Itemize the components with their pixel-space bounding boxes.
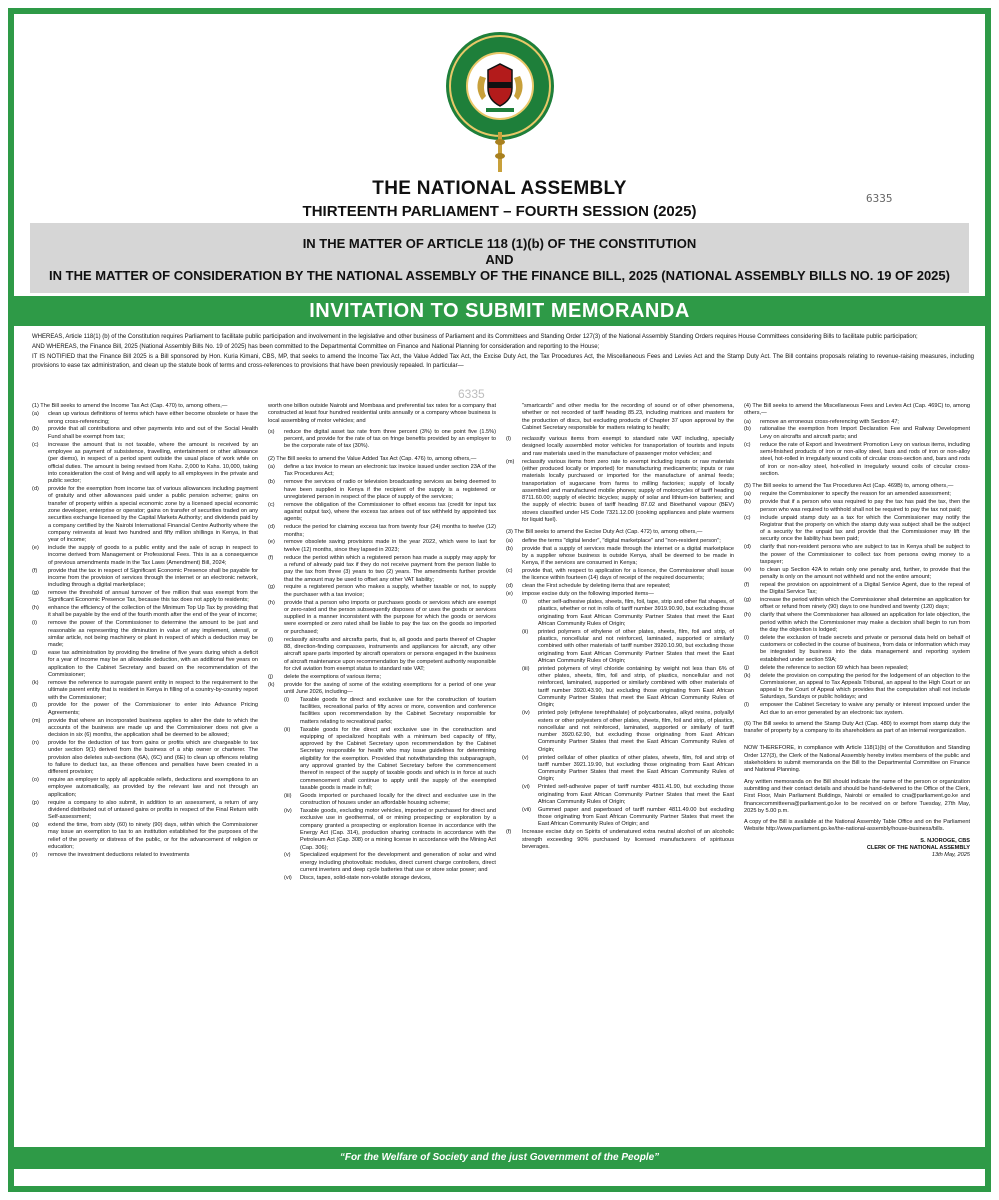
item-text: provide that the tax in respect of Significant Economic Presence shall be payable for income from the provision of services through the internet or an electronic network, including through a digital marketplace; xyxy=(48,567,258,589)
item-text: reclassify various items from exempt to standard rate VAT including, specially designed locally assembled motor vehicles for transportation of tourists and inputs and raw materials used in the manufacture of passenger motor vehicles; and xyxy=(522,436,734,457)
continuation-text: "smartcards" and other media for the recording of sound or of other phenomena, whether or not recorded of tariff heading 85.23, including matrices and masters for the production of discs, but excluding products of Chapter 37 upon approval by the Cabinet Secretary responsible for matters relating to health; xyxy=(522,403,734,431)
item-label: (vi) xyxy=(522,784,530,791)
list-item xyxy=(284,852,496,874)
item-text: remove an erroneous cross-referencing with Section 47; xyxy=(760,418,899,425)
watermark: 6335 xyxy=(458,387,485,401)
list-item xyxy=(744,673,970,702)
item-label: (b) xyxy=(32,426,39,433)
list-item xyxy=(284,793,496,808)
intro-and-whereas: AND WHEREAS, the Finance Bill, 2025 (National Assembly Bills No. 19 of 2025) has been committed to the Departmental Committee on Finance and National Planning for consideration and reporting to the House; xyxy=(32,344,600,351)
list-item xyxy=(32,486,258,544)
item-label: (iv) xyxy=(284,808,292,815)
list-item xyxy=(744,442,970,478)
item-label: (b) xyxy=(268,479,275,486)
item-label: (m) xyxy=(32,717,41,724)
item-text: remove obsolete saving provisions made in the year 2022, which were to last for twelve (12) months, since they lapsed in 2023; xyxy=(284,539,496,553)
mace-icon xyxy=(487,132,513,172)
item-label: (r) xyxy=(32,851,38,858)
item-label: (iv) xyxy=(522,710,530,717)
item-label: (v) xyxy=(522,754,529,761)
item-text: include unpaid stamp duty as a tax for which the Commissioner may notify the Registrar that the property on which the stamp duty was subject shall be the subject of a security for the unpaid tax and provide that the Commissioner may lift the security once the liability has been paid; xyxy=(760,514,970,543)
item-text: delete the exclusion of trade secrets and private or personal data held on behalf of customers or collected in the course of business, from data or information which may be integrated by business into the data management and reporting system established under section 59A; xyxy=(760,634,970,663)
list-item xyxy=(32,800,258,822)
memoranda-instructions: Any written memoranda on the Bill should indicate the name of the person or organization submitting and their contact details and should be hand-delivered to the Office of the Clerk, First Floor, Main Parliament Buildings, Nairobi or emailed to cna@parliament.go.ke and financecommitteena@parliament.go.ke to be received on or before Tuesday, 27th May, 2025 by 5.00 p.m. xyxy=(744,778,970,814)
item-text: to clean up Section 42A to retain only one penalty and, further, to provide that the penalty is only on the amount not withheld and not the entire amount; xyxy=(760,566,970,581)
item-text: require a company to also submit, in addition to an assessment, a return of any dividend distributed out of untaxed gains or profits in respect of the Final Return with Self-assessment; xyxy=(48,799,258,821)
list-item xyxy=(32,605,258,620)
list-item xyxy=(268,479,496,501)
list-item xyxy=(32,590,258,605)
list-item xyxy=(506,583,734,590)
item-text: increase the period within which the Commissioner shall determine an application for offset or refund from ninety (90) days to one hundred and twenty (120) days; xyxy=(760,597,970,611)
item-text: reduce the period for claiming excess tax from twenty four (24) months to twelve (12) months; xyxy=(284,524,496,538)
list-item xyxy=(32,568,258,590)
column-2 xyxy=(268,403,496,1140)
list-item xyxy=(268,600,496,636)
item-label: (k) xyxy=(744,672,751,679)
item-label: (d) xyxy=(744,544,751,551)
item-label: (h) xyxy=(32,605,39,612)
item-label: (s) xyxy=(268,428,275,435)
footer-motto: “For the Welfare of Society and the just Government of the People” xyxy=(14,1147,985,1169)
list-item xyxy=(744,419,970,426)
list-item xyxy=(744,635,970,664)
item-label: (b) xyxy=(744,499,751,506)
now-therefore: NOW THEREFORE, in compliance with Article 118(1)(b) of the Constitution and Standing Order 127(3), the Clerk of the National Assembly hereby invites members of the public and stakeholders to submit memoranda on the Bill to the Departmental Committee on Finance and National Planning. xyxy=(744,745,970,774)
item-text: impose excise duty on the following imported items— xyxy=(522,591,654,598)
item-label: (c) xyxy=(32,441,39,448)
item-label: (g) xyxy=(744,597,751,604)
item-label: (l) xyxy=(32,702,37,709)
item-label: (q) xyxy=(32,822,39,829)
item-text: provide that if a person who was required to pay the tax has paid the tax, then the person who was required to withhold shall not be required to pay the tax not paid; xyxy=(760,499,970,513)
item-text: reclassify aircrafts and aircrafts parts, that is, all goods and parts thereof of Chapter 88, direction-finding compasses, instruments and appliances for aircraft, any other aircraft spare parts imported by aircraft operators or persons engaged in the business of aircraft maintenance upon recommendation by the competent authority responsible for civil aviation from exempt status to standard rate VAT; xyxy=(284,636,496,672)
section-2-heading: (2) The Bill seeks to amend the Value Added Tax Act (Cap. 476) to, among others,— xyxy=(268,455,477,462)
list-item xyxy=(744,597,970,612)
item-text: delete the reference to section 69 which has been repealed; xyxy=(760,664,909,671)
list-item xyxy=(522,666,734,710)
item-text: reclassify various items from zero rate to exempt including inputs or raw materials (either produced locally or imported) for manufacturing medicaments; inputs or raw materials locally purchased or imported for the manufacture of animal feeds; transportation of sugarcane from farms to milling factories; supply of locally assembled and manufactured mobile phones; supply of motorcycles of tariff heading 8711.60.00; supply of electric bicycles; supply of solar and lithium-ion batteries; and the supply of electric buses of tariff heading 87.02 and Bioethanol vapour (BEV) stoves classified under HS Code 7321.12.00 (cooking appliances and plate warmers for liquid fuel). xyxy=(522,458,734,524)
item-text: require an employer to apply all applicable reliefs, deductions and exemptions to an employee automatically, as provided by the relevant law and not through an application; xyxy=(48,777,258,798)
signature-date: 13th May, 2025 xyxy=(931,852,970,859)
item-label: (a) xyxy=(32,411,39,418)
list-item xyxy=(522,629,734,665)
list-item xyxy=(744,665,970,672)
item-label: (k) xyxy=(32,679,39,686)
item-label: (b) xyxy=(506,545,513,552)
item-label: (ii) xyxy=(522,628,529,635)
intro-section xyxy=(32,333,974,372)
list-item xyxy=(32,777,258,799)
list-item xyxy=(744,426,970,441)
list-item xyxy=(32,411,258,426)
list-item xyxy=(744,515,970,544)
item-label: (e) xyxy=(268,539,275,546)
list-item xyxy=(268,502,496,524)
item-text: repeal the provision on appointment of a Digital Service Agent, due to the repeal of the Digital Service Tax; xyxy=(760,581,970,596)
item-text: printed polymers of ethylene of other plates, sheets, film, foil and strip, of plastics, noncellular and not reinforced, laminated, supported or similarly combined with other materials of tariff number 3920.10.90, but excluding those originating from East African Community Partner States that meet the East African Community Rules of Origin; xyxy=(538,628,734,664)
item-label: (i) xyxy=(744,634,749,641)
ref-number: 6335 xyxy=(866,192,893,205)
item-text: provide for the power of the Commissioner to enter into Advance Pricing Agreements; xyxy=(48,702,258,716)
list-item xyxy=(32,442,258,486)
item-label: (e) xyxy=(506,591,513,598)
item-label: (a) xyxy=(506,537,513,544)
bill-copy-info: A copy of the Bill is available at the National Assembly Table Office and on the Parliament Website http://www.parliament.go.ke/the-national-assembly/house-business/bills. xyxy=(744,819,970,833)
list-item xyxy=(522,807,734,829)
item-label: (v) xyxy=(284,852,291,859)
list-item xyxy=(506,829,734,851)
item-text: ease tax administration by providing the timeline of five years during which a deficit for a year of income may be an allowable deduction, with an additional five years on application to the Cabinet Secretary and based on the recommendation of the Commissioner; xyxy=(48,650,258,679)
item-label: (o) xyxy=(32,777,39,784)
item-text: clean up various definitions of terms which have either become obsolete or have the wrong cross-referencing; xyxy=(48,411,258,425)
list-item xyxy=(32,545,258,567)
item-label: (iii) xyxy=(284,792,292,799)
item-label: (a) xyxy=(744,491,751,498)
item-label: (ii) xyxy=(284,726,291,733)
list-item xyxy=(268,674,496,681)
signer-name: S. NJOROGE, CBS xyxy=(920,837,970,844)
item-label: (f) xyxy=(506,829,512,836)
item-text: provide for the exemption from income tax of various allowances including payment of gratuity and other allowances paid under a public pension scheme; gains on transfer of property within a special economic zone by a licensed special economic zone developer, enterprise or operator; gains on transfer of securities traded on any securities exchange licensed by the Capital Markets Authority; and dividends paid by a company certified by the Nairobi International Financial Centre Authority where the company reinvests at least two hundred and fifty million shillings in Kenya, in that year of income; xyxy=(48,486,258,544)
page-subtitle: THIRTEENTH PARLIAMENT – FOURTH SESSION (2025) xyxy=(302,203,697,220)
item-label: (c) xyxy=(744,514,751,521)
section-5-heading: (5) The Bill seeks to amend the Tax Procedures Act (Cap. 469B) to, among others,— xyxy=(744,483,954,490)
item-label: (i) xyxy=(268,636,273,643)
item-label: (e) xyxy=(32,545,39,552)
item-text: remove the threshold of annual turnover of five million that was exempt from the Significant Economic Presence Tax, because this tax does not apply to residents; xyxy=(48,589,258,604)
item-text: printed polymers of vinyl chloride containing by weight not less than 6% of other plates, sheets, film, foil and strip, of plastics, noncellular and not reinforced, laminated, supported or similarly combined with other materials of tariff number 3920.43.90, but excluding those originating from East African Community Partner States that meet the East African Community Rules of Origin; xyxy=(538,665,734,709)
item-label: (j) xyxy=(32,650,37,657)
list-item xyxy=(522,755,734,784)
item-text: require the Commissioner to specify the reason for an amended assessment; xyxy=(760,491,951,498)
item-text: enhance the efficiency of the collection of the Minimum Top Up Tax by providing that it shall be payable by the end of the fourth month after the end of the year of income; xyxy=(48,605,258,619)
list-item xyxy=(268,429,496,451)
item-text: provide that all contributions and other payments into and out of the Social Health Fund shall be exempt from tax; xyxy=(48,426,258,440)
intro-notified: IT IS NOTIFIED that the Finance Bill 2025 is a Bill sponsored by Hon. Kuria Kimani, CBS, MP, that seeks to amend the Income Tax Act, the Value Added Tax Act, the Excise Duty Act, the Tax Procedures Act, the Miscellaneous Fees and Levies Act and the Stamp Duty Act. The Bill contains proposals relating to revenue-raising measures, including provisions to ease tax administration, and clean up the statute book of terms and cross-references to provisions that have been previously repealed. In particular— xyxy=(32,354,974,369)
list-item xyxy=(744,702,970,717)
item-label: (h) xyxy=(268,599,275,606)
list-item xyxy=(744,491,970,498)
list-item xyxy=(268,524,496,539)
list-item xyxy=(522,710,734,754)
matter-line-2: AND xyxy=(485,252,514,267)
item-label: (i) xyxy=(522,598,527,605)
list-item xyxy=(522,599,734,628)
section-3-heading: (3) The Bill seeks to amend the Excise Duty Act (Cap. 472) to, among others,— xyxy=(506,529,703,536)
item-text: Increase excise duty on Spirits of undenatured extra neutral alcohol of an alcoholic strength exceeding 90% purchased by licensed manufacturers of spirituous beverages. xyxy=(522,829,734,850)
item-text: define a tax invoice to mean an electronic tax invoice issued under section 23A of the Tax Procedures Act; xyxy=(284,464,496,478)
list-item xyxy=(284,697,496,726)
item-text: reduce the digital asset tax rate from three percent (3%) to one point five (1.5%) percent, and provide for the rate of tax on fringe benefits provided by an employer to be the corporate rate of tax (30%). xyxy=(284,428,496,450)
item-label: (h) xyxy=(744,612,751,619)
list-item xyxy=(744,612,970,634)
list-item xyxy=(268,539,496,554)
item-text: clarify that where the Commissioner has allowed an application for late objection, the period within which the Commissioner may make a decision shall begin to run from the day the objection is lodged; xyxy=(760,612,970,633)
item-text: provide that a supply of services made through the internet or a digital marketplace by a supplier whose business is outside Kenya, shall be deemed to be made in Kenya, if the services are consumed in Kenya; xyxy=(522,545,734,567)
list-item xyxy=(506,568,734,583)
item-label: (d) xyxy=(506,583,513,590)
list-item xyxy=(32,718,258,740)
item-text: printed cellular of other plastics of other plates, sheets, film, foil and strip of tariff number 3921.19.90, but excluding those originating from East African Community Partner States that meet the East African Community Rules of Origin; xyxy=(538,754,734,783)
list-item xyxy=(506,546,734,568)
item-text: Taxable goods, excluding motor vehicles, imported or purchased for direct and exclusive use in geothermal, oil or mining prospecting or exploration by a company granted a prospecting or exploration license in accordance with the Energy Act (Cap. 314), production sharing contracts in accordance with the Petroleum Act (Cap. 308) or a mining license in accordance with the Mining Act (Cap. 306); xyxy=(300,808,496,851)
item-label: (g) xyxy=(268,584,275,591)
item-label: (c) xyxy=(744,441,751,448)
item-text: require a registered person who makes a supply, whether taxable or not, to supply the purchaser with a tax invoice; xyxy=(284,584,496,598)
item-text: Goods imported or purchased locally for the direct and exclusive use in the construction of houses under an affordable housing scheme; xyxy=(300,792,496,807)
item-label: (p) xyxy=(32,799,39,806)
item-text: Taxable goods for direct and exclusive use for the construction of tourism facilities, recreational parks of fifty acres or more, convention and conference facilities upon recommendation by the Cabinet Secretary responsible for matters relating to recreational parks; xyxy=(300,696,496,725)
list-item xyxy=(268,637,496,673)
list-item xyxy=(284,875,496,882)
item-text: Discs, tapes, solid-state non-volatile storage devices, xyxy=(300,874,432,881)
continuation-text: worth one billion outside Nairobi and Mombasa and preferential tax rates for a company that constructed at least four hundred residential units annually or a company whose business is local assembling of motor vehicles; and xyxy=(268,403,496,424)
column-4 xyxy=(744,403,970,1140)
list-item xyxy=(32,740,258,776)
list-item xyxy=(268,555,496,584)
item-label: (i) xyxy=(32,620,37,627)
list-item xyxy=(32,822,258,851)
item-label: (vii) xyxy=(522,806,532,813)
item-text: remove the investment deductions related to investments xyxy=(48,851,190,858)
item-label: (f) xyxy=(32,567,38,574)
list-item xyxy=(506,436,734,458)
item-text: provide that a person who imports or purchases goods or services which are exempt or zero-rated and the person subsequently disposes of or uses the goods or services supplied in a manner inconsistent with the purpose for which the goods or services were exempted or zero rated shall be liable to pay the tax on the goods so imported or purchased; xyxy=(284,599,496,635)
item-text: rationalise the exemption from Import Declaration Fee and Railway Development Levy on aircrafts and aircraft parts; and xyxy=(760,426,970,440)
list-item xyxy=(268,464,496,479)
column-1 xyxy=(32,403,258,1140)
item-label: (f) xyxy=(268,554,274,561)
item-label: (f) xyxy=(744,581,750,588)
item-text: Specialized equipment for the development and generation of solar and wind energy including photovoltaic modules, direct current charge controllers, direct current inverters and deep cycle batteries that use or store solar power; and xyxy=(300,852,496,874)
item-label: (k) xyxy=(268,681,275,688)
intro-whereas: WHEREAS, Article 118(1) (b) of the Constitution requires Parliament to facilitate public participation and involvement in the legislative and other business of Parliament and its Committees and Standing Order 127(3) of the National Assembly Standing Orders requires House Committees considering Bills to facilitate public participation; xyxy=(32,334,918,340)
list-item xyxy=(506,538,734,545)
item-text: increase the amount that is not taxable, where the amount is received by an employee as payment of subsistence, travelling, entertainment or other allowance (per diems), in respect of a period spent outside the usual place of work while on official duties. The amount is being revised from Kshs. 2,000 to Kshs. 10,000, taking into consideration the cost of living and will apply to all employees in the private and public sector; xyxy=(48,441,258,485)
item-text: printed poly (ethylene terephthalate) of polycarbonates, alkyd resins, polyallyl esters or other polyesters of other plates, sheets, film, foil and strip, of plastics, noncellular and not reinforced, laminated, supported or similarly of tariff number 3920.62.90, but excluding those originating from East African Community Partner States that meet the East African Community Rules of Origin; xyxy=(538,710,734,753)
matter-box xyxy=(30,223,969,293)
list-item xyxy=(506,459,734,525)
item-label: (m) xyxy=(506,458,515,465)
list-item xyxy=(32,852,258,859)
item-text: delete the provision on computing the period for the lodgement of an objection to the Commissioner, an appeal to Tax Appeals Tribunal, an appeal to the High Court or an appeal to the Court of Appeal which provides that the computation shall not include Saturdays, Sundays or public holidays; and xyxy=(760,672,970,701)
parliament-crest-icon xyxy=(444,30,556,142)
item-text: provide for the deduction of tax from gains or profits which are chargeable to tax under section 9(1) derived from the business of a ship owner or charterer. The provision also deletes sub-sections (6A), (6C) and (6E) to clean up offences relating to failure to deduct tax, as these offences and penalties have been created in a different provision; xyxy=(48,740,258,776)
item-text: empower the Cabinet Secretary to waive any penalty or interest imposed under the Act due to an error generated by an electronic tax system. xyxy=(760,702,970,716)
list-item xyxy=(284,727,496,793)
item-label: (l) xyxy=(506,436,511,443)
list-item xyxy=(506,591,734,598)
item-label: (a) xyxy=(268,464,275,471)
list-item xyxy=(284,808,496,852)
list-item xyxy=(268,682,496,697)
list-item xyxy=(744,582,970,597)
item-text: extend the time, from sixty (60) to ninety (90) days, within which the Commissioner may issue an exemption to tax to an institution established for the purposes of the relief of the poverty or distress of the public, or for the advancement of religion or education; xyxy=(48,822,258,851)
item-text: clean the First schedule by deleting items that are repeated; xyxy=(522,583,671,590)
item-text: delete the exemptions of various items; xyxy=(284,673,382,680)
item-text: include the supply of goods to a public entity and the sale of scrap in respect to income derived from Management or Professional Fees. This is as a consequence of previous amendments made in the Tax Laws (Amendment) Bill, 2024; xyxy=(48,545,258,566)
invitation-banner: INVITATION TO SUBMIT MEMORANDA xyxy=(14,296,985,326)
matter-line-3: IN THE MATTER OF CONSIDERATION BY THE NATIONAL ASSEMBLY OF THE FINANCE BILL, 2025 (NATIONAL ASSEMBLY BILLS NO. 19 OF 2025) xyxy=(49,268,950,283)
section-4-heading: (4) The Bill seeks to amend the Miscellaneous Fees and Levies Act (Cap. 469C) to, among others,— xyxy=(744,403,970,417)
item-label: (g) xyxy=(32,589,39,596)
item-label: (c) xyxy=(506,568,513,575)
item-label: (e) xyxy=(744,566,751,573)
list-item xyxy=(32,426,258,441)
item-text: Printed self-adhesive paper of tariff number 4811.41.90, but excluding those originating from East African Community Partner States that meet the East African Community Rules of Origin; xyxy=(538,784,734,805)
list-item xyxy=(522,784,734,806)
item-label: (n) xyxy=(32,740,39,747)
item-text: clarify that non-resident persons who are subject to tax in Kenya shall be subject to the power of the Commissioner to collect tax from persons owing money to a taxpayer; xyxy=(760,544,970,565)
section-1-heading: (1) The Bill seeks to amend the Income Tax Act (Cap. 470) to, among others,— xyxy=(32,403,228,409)
list-item xyxy=(32,620,258,649)
list-item xyxy=(744,544,970,566)
item-label: (d) xyxy=(268,524,275,531)
item-text: provide for the saving of some of the existing exemptions for a period of one year until June 2026, including— xyxy=(284,681,496,695)
item-label: (i) xyxy=(284,696,289,703)
item-label: (iii) xyxy=(522,665,530,672)
item-text: other self-adhesive plates, sheets, film, foil, tape, strip and other flat shapes, of plastics, whether or not in rolls of tariff number 3919.90.90, but excluding those originating from East African Community Partner States that meet the East African Community Rules of Origin; xyxy=(538,598,734,627)
item-label: (j) xyxy=(744,664,749,671)
item-text: Gummed paper and paperboard of tariff number 4811.49.00 but excluding those originating from East African Community Partner States that meet the East African Community Rules of Origin; and xyxy=(538,806,734,828)
item-label: (vi) xyxy=(284,874,292,881)
list-item xyxy=(744,567,970,582)
item-text: remove the services of radio or television broadcasting services as being deemed to have been supplied in Kenya if the recipient of the supply is a registered or unregistered person in respect of the place of supply of the services; xyxy=(284,479,496,500)
signer-title: CLERK OF THE NATIONAL ASSEMBLY xyxy=(866,845,970,852)
item-text: reduce the period within which a registered person has made a supply may apply for a refund of already paid tax if they do not receive payment from the person liable to pay the tax from three (3) years to two (2) years. The amendments further provide that the amount may be used to offset any other VAT liability; xyxy=(284,554,496,583)
item-text: remove the power of the Commissioner to determine the amount to be just and reasonable as representing the diminution in value of any implement, utensil, or similar article, not being machinery or plant in respect of which a deduction may be made; xyxy=(48,620,258,649)
section-6: (6) The Bill seeks to amend the Stamp Duty Act (Cap. 480) to exempt from stamp duty the transfer of property by a company to its shareholders as part of an internal reorganization. xyxy=(744,720,970,735)
item-label: (l) xyxy=(744,702,749,709)
item-text: provide that where an incorporated business applies to alter the date to which the accounts of the business are made up and the Commissioner does not give a decision in six (6) months, the application shall be deemed to be allowed; xyxy=(48,717,258,739)
matter-line-1: IN THE MATTER OF ARTICLE 118 (1)(b) OF THE CONSTITUTION xyxy=(302,236,697,251)
list-item xyxy=(744,499,970,514)
item-text: remove the reference to surrogate parent entity in respect to the requirement to the ultimate parent entity that is resident in Kenya in filling of a country-by-country report with the Commissioner; xyxy=(48,679,258,701)
item-text: remove the obligation of the Commissioner to offset excess tax (credit for input tax against output tax), where the excess tax arises out of tax withheld by appointed tax agents; xyxy=(284,501,496,523)
item-text: define the terms "digital lender", "digital marketplace" and "non-resident person"; xyxy=(522,537,721,544)
page-title: THE NATIONAL ASSEMBLY xyxy=(372,178,627,199)
item-text: reduce the rate of Export and Investment Promotion Levy on various items, including semi-finished products of iron or non-alloy steel, bars and rods of iron or non-alloy steel, hot-rolled in irregularly wound coils of circular cross-section and, bars and rods of iron or non-alloy steel, hot-rolled in irregularly wound coils of circular cross-section. xyxy=(760,441,970,477)
item-label: (a) xyxy=(744,418,751,425)
list-item xyxy=(32,680,258,702)
item-label: (c) xyxy=(268,501,275,508)
item-label: (b) xyxy=(744,426,751,433)
item-text: provide that, with respect to application for a licence, the Commissioner shall issue the licence within fourteen (14) days of receipt of the required documents; xyxy=(522,568,734,582)
item-text: Taxable goods for the direct and exclusive use in the construction and equipping of specialized hospitals with a minimum bed capacity of fifty, approved by the Cabinet Secretary upon recommendation by the Cabinet Secretary responsible for health who may issue guidelines for determining eligibility for the exemption. Provided that notwithstanding this subparagraph, any approval granted by the Cabinet Secretary before the commencement thereof in respect of the supply of taxable goods and which is in force at such commencement shall continue to apply until the supply of the exempted taxable goods is made in full; xyxy=(300,726,496,791)
item-label: (d) xyxy=(32,486,39,493)
list-item xyxy=(32,702,258,717)
list-item xyxy=(32,650,258,679)
column-3 xyxy=(506,403,734,1140)
list-item xyxy=(268,584,496,599)
item-label: (j) xyxy=(268,673,273,680)
